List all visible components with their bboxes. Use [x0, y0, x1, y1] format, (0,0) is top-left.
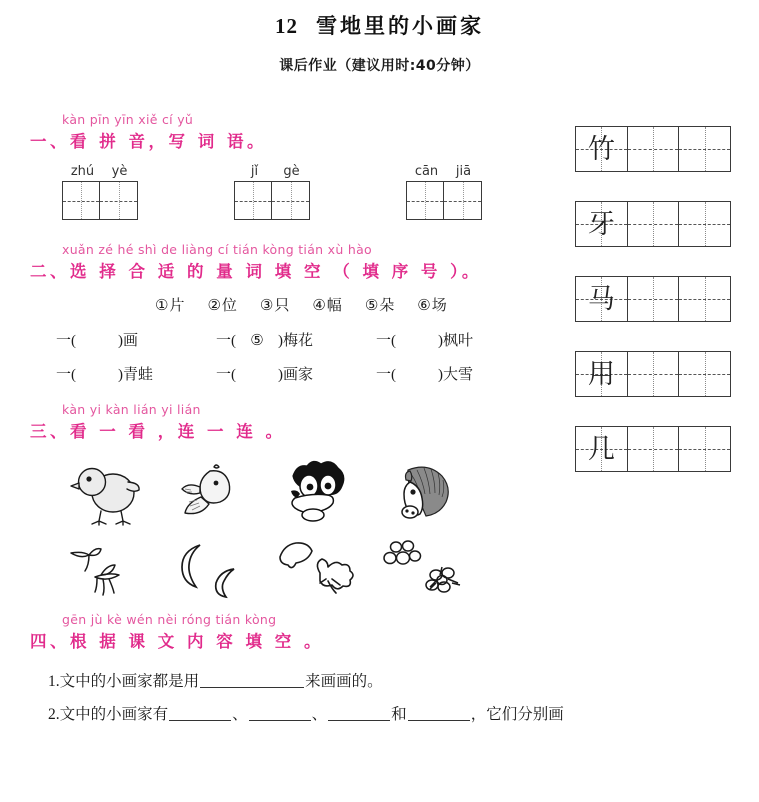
answer-blank[interactable] — [328, 705, 390, 721]
section-two-text: 选 择 合 适 的 量 词 填 空 （ 填 序 号 ）。 — [70, 262, 482, 281]
page-title — [0, 14, 759, 39]
measure-word-item[interactable] — [56, 329, 216, 350]
writing-box-pinyin-2 — [236, 164, 310, 179]
fill-question-1 — [48, 666, 560, 699]
practice-cell-model[interactable] — [576, 127, 628, 171]
practice-grid-ma[interactable] — [575, 276, 731, 322]
pinyin-syllable: cān — [414, 164, 439, 179]
practice-cell-empty[interactable] — [628, 202, 680, 246]
section-four-pinyin: gēn jù kè wén nèi róng tián kòng — [62, 612, 277, 627]
item-prefix: 一( — [216, 333, 236, 349]
horse-drawing-icon — [380, 460, 466, 528]
tianzige-cell[interactable] — [272, 182, 309, 219]
answer-blank[interactable] — [200, 672, 304, 688]
practice-cell-model[interactable] — [576, 427, 628, 471]
practice-cell-empty[interactable] — [628, 127, 680, 171]
practice-grid-ya[interactable] — [575, 201, 731, 247]
tianzige-cell[interactable] — [63, 182, 100, 219]
practice-cell-empty[interactable] — [628, 352, 680, 396]
tianzige-cell[interactable] — [100, 182, 137, 219]
section-four-number: 四、 — [30, 632, 70, 651]
question-text-part2: 来画画的。 — [305, 673, 383, 690]
measure-word-item[interactable] — [216, 329, 376, 350]
practice-character: 牙 — [587, 208, 615, 239]
answer-blank[interactable] — [169, 705, 231, 721]
duck-drawing-icon — [170, 461, 256, 527]
pinyin-syllable: gè — [283, 164, 300, 179]
tianzige-box[interactable] — [234, 181, 310, 220]
matching-item-plum-blossom[interactable] — [370, 539, 475, 599]
item-suffix: )大雪 — [438, 367, 473, 383]
question-text-part1: 文中的小画家有 — [59, 705, 169, 723]
section-four — [0, 612, 564, 731]
practice-cell-model[interactable] — [576, 277, 628, 321]
bamboo-leaf-drawing-icon — [63, 539, 153, 599]
section-three-number: 三、 — [30, 422, 70, 441]
item-suffix: )画 — [118, 333, 138, 349]
writing-box-pinyin-1 — [64, 164, 138, 179]
measure-word-options — [155, 294, 560, 315]
matching-picture-area — [55, 454, 475, 604]
item-prefix: 一( — [216, 367, 236, 383]
character-practice-column — [575, 126, 750, 501]
section-three-text: 看 一 看 ，连 一 连 。 — [70, 422, 286, 441]
measure-word-row — [56, 363, 560, 384]
matching-bottom-row — [55, 534, 475, 604]
pinyin-syllable: jiā — [455, 164, 472, 179]
plum-blossom-drawing-icon — [378, 539, 468, 599]
tianzige-box[interactable] — [62, 181, 138, 220]
measure-word-option[interactable]: ⑥场 — [417, 298, 448, 314]
measure-word-item[interactable] — [216, 363, 376, 384]
section-three — [0, 402, 560, 604]
item-suffix: )枫叶 — [438, 333, 473, 349]
item-suffix: )青蛙 — [118, 367, 153, 383]
practice-cell-model[interactable] — [576, 202, 628, 246]
section-one — [0, 112, 560, 220]
practice-cell-empty[interactable] — [679, 352, 730, 396]
practice-cell-empty[interactable] — [628, 427, 680, 471]
writing-box-group-1 — [62, 164, 138, 220]
measure-word-item[interactable] — [376, 329, 536, 350]
worksheet-main-column — [0, 112, 564, 731]
lesson-number: 12 — [275, 14, 298, 38]
pinyin-syllable: zhú — [70, 164, 95, 179]
measure-word-answer-grid — [56, 329, 560, 384]
writing-box-group-3 — [406, 164, 482, 220]
practice-character: 马 — [587, 283, 615, 314]
practice-cell-empty[interactable] — [679, 427, 730, 471]
dog-drawing-icon — [273, 460, 363, 528]
item-prefix: 一( — [376, 367, 396, 383]
practice-grid-zhu[interactable] — [575, 126, 731, 172]
matching-item-crescent-moon[interactable] — [160, 539, 265, 599]
practice-cell-empty[interactable] — [679, 127, 730, 171]
section-one-number: 一、 — [30, 132, 70, 151]
practice-cell-empty[interactable] — [679, 202, 730, 246]
lesson-title: 雪地里的小画家 — [316, 14, 484, 38]
section-three-title — [30, 418, 560, 442]
section-four-text: 根 据 课 文 内 容 填 空 。 — [70, 632, 324, 651]
measure-word-option[interactable]: ①片 — [155, 298, 186, 314]
answer-blank[interactable] — [249, 705, 311, 721]
section-two-title — [30, 258, 560, 282]
matching-item-duck[interactable] — [160, 461, 265, 527]
separator: 、 — [311, 705, 328, 723]
matching-item-bamboo-leaf[interactable] — [55, 539, 160, 599]
section-one-text: 看 拼 音，写 词 语。 — [70, 132, 267, 151]
item-prefix: 一( — [376, 333, 396, 349]
question-number: 2. — [48, 705, 60, 723]
practice-cell-empty[interactable] — [679, 277, 730, 321]
question-text-part1: 文中的小画家都是用 — [59, 673, 200, 690]
measure-word-option[interactable]: ⑤朵 — [364, 298, 396, 314]
section-one-title — [30, 128, 560, 152]
practice-grid-ji[interactable] — [575, 426, 731, 472]
practice-character: 竹 — [587, 133, 615, 164]
pinyin-syllable: yè — [111, 164, 128, 179]
page-subtitle: 课后作业（建议用时:40分钟） — [279, 58, 480, 75]
matching-item-maple-leaf[interactable] — [265, 539, 370, 599]
fill-in-questions — [48, 666, 564, 731]
writing-box-group-2 — [234, 164, 310, 220]
section-three-pinyin: kàn yi kàn lián yi lián — [62, 402, 201, 417]
section-two-pinyin: xuǎn zé hé shì de liàng cí tián kòng tián xù hào — [62, 242, 372, 257]
maple-leaf-drawing-icon — [272, 539, 364, 599]
measure-word-item[interactable] — [376, 363, 536, 384]
answer-blank[interactable] — [408, 705, 470, 721]
tianzige-cell[interactable] — [444, 182, 481, 219]
matching-item-chick[interactable] — [55, 461, 160, 527]
practice-character: 几 — [587, 433, 615, 464]
matching-item-horse[interactable] — [370, 460, 475, 528]
matching-item-dog[interactable] — [265, 460, 370, 528]
section-two — [0, 242, 560, 384]
pinyin-syllable: jǐ — [250, 164, 259, 179]
matching-top-row — [55, 454, 475, 534]
measure-word-option[interactable]: ③只 — [259, 298, 291, 314]
fill-question-2 — [48, 699, 564, 732]
item-suffix: )画家 — [278, 367, 313, 383]
question-text-part2: ，它们分别画 — [470, 705, 564, 723]
practice-cell-model[interactable] — [576, 352, 628, 396]
measure-word-row — [56, 329, 560, 350]
item-prefix: 一( — [56, 333, 76, 349]
item-suffix: )梅花 — [278, 333, 313, 349]
tianzige-box[interactable] — [406, 181, 482, 220]
chick-drawing-icon — [65, 461, 151, 527]
tianzige-cell[interactable] — [407, 182, 444, 219]
measure-word-option[interactable]: ②位 — [207, 298, 238, 314]
practice-grid-yong[interactable] — [575, 351, 731, 397]
measure-word-blank-filled[interactable]: ⑤ — [250, 333, 264, 349]
tianzige-cell[interactable] — [235, 182, 272, 219]
measure-word-option[interactable]: ④幅 — [312, 298, 343, 314]
page-header — [0, 0, 759, 75]
section-two-number: 二、 — [30, 262, 70, 281]
question-number: 1. — [48, 673, 60, 690]
crescent-moon-drawing-icon — [168, 539, 258, 599]
writing-boxes-row — [62, 164, 560, 220]
practice-character: 用 — [587, 358, 615, 389]
section-one-pinyin: kàn pīn yīn xiě cí yǔ — [62, 112, 194, 127]
measure-word-item[interactable] — [56, 363, 216, 384]
separator: 、 — [232, 705, 248, 723]
practice-cell-empty[interactable] — [628, 277, 680, 321]
writing-box-pinyin-3 — [408, 164, 482, 179]
section-four-title — [30, 628, 560, 652]
separator: 和 — [391, 705, 407, 723]
item-prefix: 一( — [56, 367, 76, 383]
